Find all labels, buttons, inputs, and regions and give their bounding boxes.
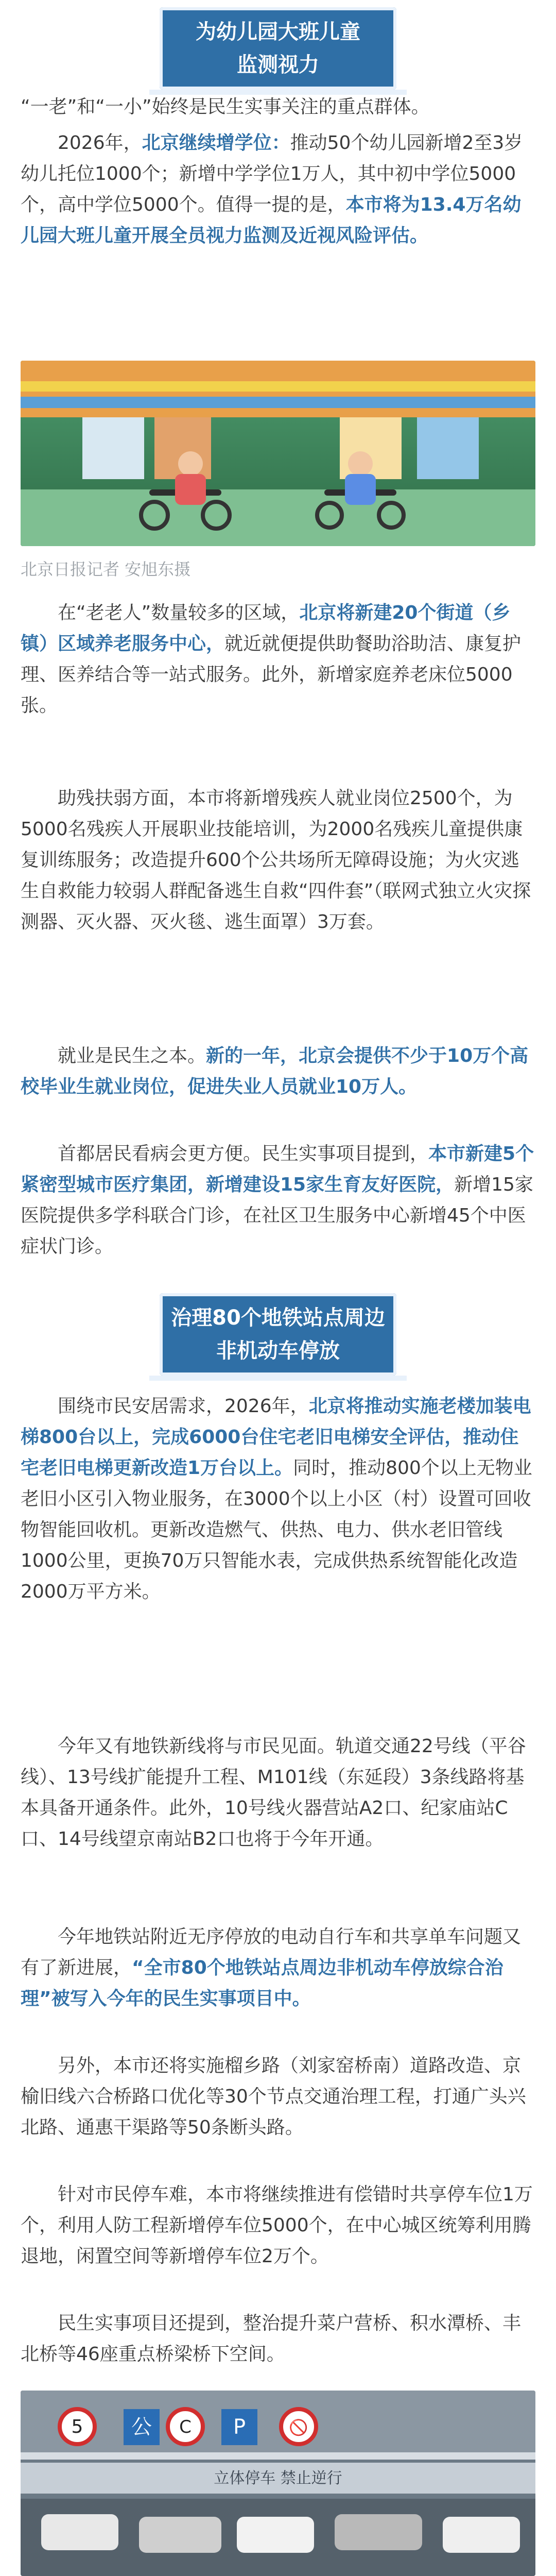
paragraph-bridges: 民生实事项目还提到，整治提升菜户营桥、积水潭桥、丰北桥等46座重点桥梁桥下空间。 — [21, 2313, 522, 2365]
svg-text:P: P — [233, 2415, 246, 2439]
section-title-vision: 为幼儿园大班儿童 监测视力 — [160, 7, 396, 90]
intro-paragraph: “一老”和“一小”始终是民生实事关注的重点群体。 — [21, 96, 430, 117]
paragraph-school-places: 2026年，北京继续增学位：推动50个幼儿园新增2至3岁幼儿托位1000个；新增中学学位1万人，其中初中学位5000个，高中学位5000个。值得一提的是，本市将为13.4万名幼儿园大班儿童开展全员视力监测及近视风险评估。 — [21, 132, 523, 246]
paragraph-elderly-care: 在“老老人”数量较多的区域，北京将新建20个街道（乡镇）区域养老服务中心，就近就便提供助餐助浴助洁、康复护理、医养结合等一站式服务。此外，新增家庭养老床位5000张。 — [21, 602, 522, 716]
paragraph-road-works: 另外，本市还将实施榴乡路（刘家窑桥南）道路改造、京榆旧线六合桥路口优化等30个节点交通治理工程，打通广头兴北路、通惠干渠路等50条断头路。 — [21, 2055, 526, 2138]
parking-image — [21, 2391, 535, 2576]
svg-text:5: 5 — [71, 2416, 83, 2437]
paragraph-housing: 围绕市民安居需求，2026年，北京将推动实施老楼加装电梯800台以上，完成6000台住宅老旧电梯安全评估，推动住宅老旧电梯更新改造1万台以上。同时，推动800个以上无物业老旧小区引入物业服务，在3000个以上小区（村）设置可回收物智能回收机。更新改造燃气、供热、电力、供水老旧管线1000公里，更换70万只智能水表，完成供热系统智能化改造2000万平方米。 — [21, 1396, 532, 1602]
photo-kids-balance-bikes — [21, 361, 535, 546]
svg-text:C: C — [179, 2417, 192, 2437]
kids-bikes-image — [21, 361, 535, 546]
photo-parking-structure — [21, 2391, 535, 2576]
caption-photo-1: 北京日报记者 安旭东摄 — [21, 560, 191, 579]
section-title-bike-parking: 治理80个地铁站点周边 非机动车停放 — [160, 1293, 396, 1376]
paragraph-subway: 今年又有地铁新线将与市民见面。轨道交通22号线（平谷线）、13号线扩能提升工程、M101线（东延段）3条线路将基本具备开通条件。此外，10号线火器营站A2口、纪家庙站C口、14号线望京南站B2口也将于今年开通。 — [21, 1736, 526, 1850]
paragraph-disability: 助残扶弱方面，本市将新增残疾人就业岗位2500个，为5000名残疾人开展职业技能培训，为2000名残疾儿童提供康复训练服务；改造提升600个公共场所无障碍设施；为火灾逃生自救能力较弱人群配备逃生自救“四件套”（联网式独立火灾探测器、灭火器、灭火毯、逃生面罩）3万套。 — [21, 788, 531, 933]
paragraph-employment: 就业是民生之本。新的一年，北京会提供不少于10万个高校毕业生就业岗位，促进失业人员就业10万人。 — [21, 1045, 529, 1097]
paragraph-parking-spaces: 针对市民停车难，本市将继续推进有偿错时共享停车位1万个，利用人防工程新增停车位5000个，在中心城区统筹利用腾退地，闲置空间等新增停车位2万个。 — [21, 2184, 533, 2267]
paragraph-medical: 首都居民看病会更方便。民生实事项目提到，本市新建5个紧密型城市医疗集团，新增建设15家生育友好医院，新增15家医院提供多学科联合门诊，在社区卫生服务中心新增45个中医症状门诊。 — [21, 1143, 534, 1257]
svg-text:🚫: 🚫 — [289, 2419, 308, 2437]
svg-text:立体停车 禁止逆行: 立体停车 禁止逆行 — [214, 2469, 342, 2487]
svg-text:公: 公 — [131, 2415, 152, 2439]
paragraph-bike-parking: 今年地铁站附近无序停放的电动自行车和共享单车问题又有了新进展，“全市80个地铁站点周边非机动车停放综合治理”被写入今年的民生实事项目中。 — [21, 1926, 522, 2009]
